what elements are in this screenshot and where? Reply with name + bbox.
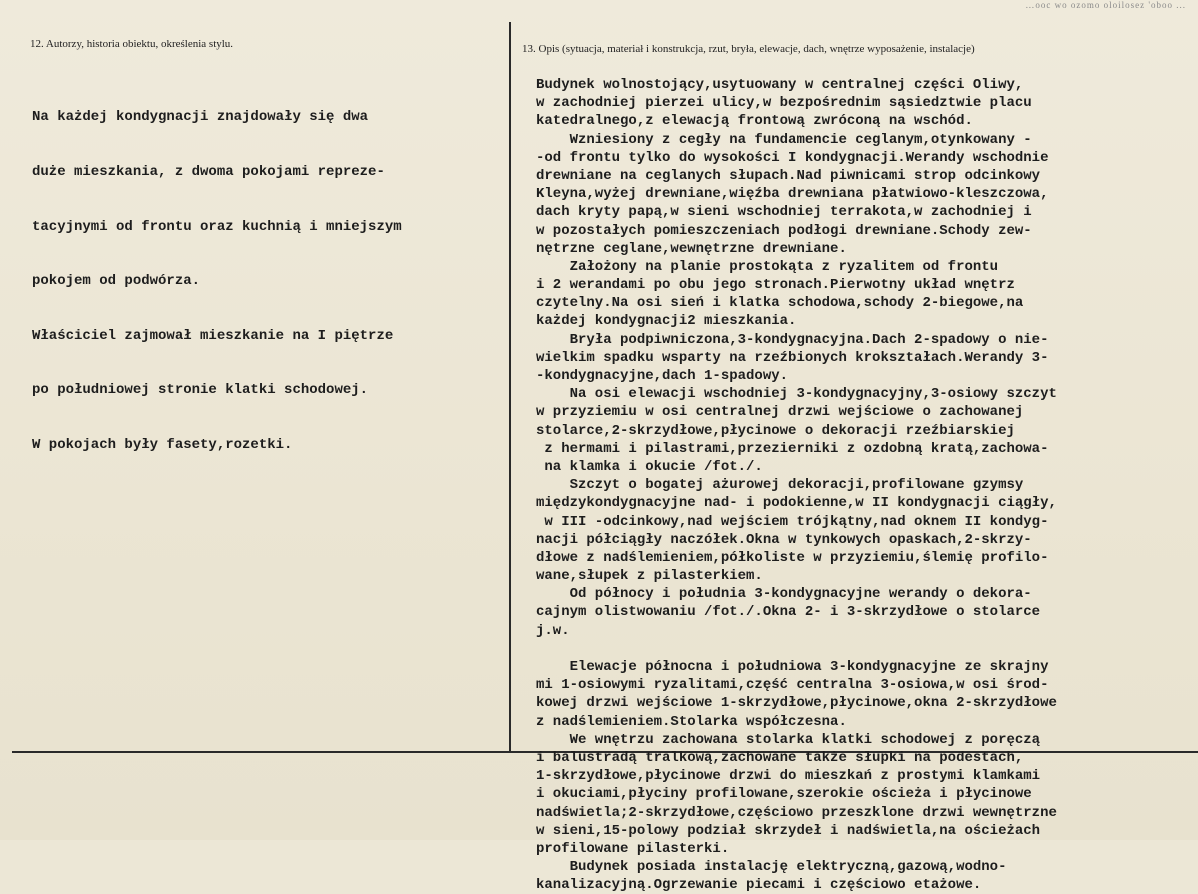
text-line: W pokojach były fasety,rozetki. <box>32 436 293 453</box>
text-line: i 2 werandami po obu jego stronach.Pierwotny układ wnętrz <box>536 277 1015 294</box>
text-line: w przyziemiu w osi centralnej drzwi wejściowe o zachowanej <box>536 404 1024 421</box>
column-divider <box>509 22 511 752</box>
text-line: 1-skrzydłowe,płycinowe drzwi do mieszkań z prostymi klamkami <box>536 768 1041 785</box>
text-line: w pozostałych pomieszczeniach podłogi drewniane.Schody zew- <box>536 222 1032 239</box>
text-line: Kleyna,wyżej drewniane,więźba drewniana płatwiowo-kleszczowa, <box>536 186 1049 203</box>
text-line: i okuciami,płyciny profilowane,szerokie ościeża i płycinowe <box>536 786 1032 803</box>
text-line: We wnętrzu zachowana stolarka klatki schodowej z poręczą <box>536 731 1041 748</box>
text-line: profilowane pilasterki. <box>536 840 730 857</box>
text-line: z hermami i pilastrami,przezierniki z ozdobną kratą,zachowa- <box>536 440 1049 457</box>
text-line: Budynek posiada instalację elektryczną,gazową,wodno- <box>536 859 1007 876</box>
text-line: Budynek wolnostojący,usytuowany w centralnej części Oliwy, <box>536 77 1024 93</box>
text-line: kowej drzwi wejściowe 1-skrzydłowe,płycinowe,okna 2-skrzydłowe <box>536 695 1057 712</box>
text-line: po południowej stronie klatki schodowej. <box>32 382 369 399</box>
text-line: w sieni,15-polowy podział skrzydeł i nadświetla,na ościeżach <box>536 822 1041 839</box>
text-line: dłowe z nadślemieniem,półkoliste w przyziemiu,ślemię profilo- <box>536 549 1049 566</box>
text-line: Założony na planie prostokąta z ryzalitem od frontu <box>536 258 999 275</box>
text-line: dach kryty papą,w sieni wschodniej terrakota,w zachodniej i <box>536 204 1032 221</box>
text-line: pokojem od podwórza. <box>32 273 201 290</box>
text-line: wane,słupek z pilasterkiem. <box>536 568 763 585</box>
section-12-heading: 12. Autorzy, historia obiektu, określenia stylu. <box>30 38 234 50</box>
text-line: czytelny.Na osi sień i klatka schodowa,schody 2-biegowe,na <box>536 295 1024 312</box>
text-line: Wzniesiony z cegły na fundamencie ceglanym,otynkowany - <box>536 131 1032 148</box>
text-line: -kondygnacyjne,dach 1-spadowy. <box>536 368 789 384</box>
text-line: mi 1-osiowymi ryzalitami,część centralna 3-osiowa,w osi środ- <box>536 677 1049 694</box>
text-line: i balustradą tralkową,zachowane także słupki na podestach, <box>536 749 1024 766</box>
text-line: w zachodniej pierzei ulicy,w bezpośrednim sąsiedztwie placu <box>536 95 1032 112</box>
text-line: międzykondygnacyjne nad- i podokienne,w II kondygnacji ciągły, <box>536 495 1057 512</box>
text-line: Na osi elewacji wschodniej 3-kondygnacyjny,3-osiowy szczyt <box>536 386 1057 403</box>
text-line: Od północy i południa 3-kondygnacyjne werandy o dekora- <box>536 586 1032 603</box>
text-line: stolarce,2-skrzydłowe,płycinowe o dekoracji rzeźbiarskiej <box>536 422 1015 439</box>
text-line: kanalizacyjną.Ogrzewanie piecami i częściowo etażowe. <box>536 877 982 894</box>
header-scribble: …ooc wo ozomo oloilosez 'oboo ... <box>1025 0 1186 10</box>
text-line: j.w. <box>536 622 570 639</box>
text-line: w III -odcinkowy,nad wejściem trójkątny,nad oknem II kondyg- <box>536 513 1049 530</box>
text-line: -od frontu tylko do wysokości I kondygnacji.Werandy wschodnie <box>536 149 1049 166</box>
text-line: Bryła podpiwniczona,3-kondygnacyjna.Dach 2-spadowy o nie- <box>536 331 1049 348</box>
text-line: Szczyt o bogatej ażurowej dekoracji,profilowane gzymsy <box>536 477 1024 494</box>
text-line: na klamka i okucie /fot./. <box>536 458 763 475</box>
section-13-text <box>536 76 1057 894</box>
text-line: duże mieszkania, z dwoma pokojami repreze- <box>32 164 385 180</box>
text-line: każdej kondygnacji2 mieszkania. <box>536 313 797 330</box>
text-line: wielkim spadku wsparty na rzeźbionych krokształach.Werandy 3- <box>536 349 1049 366</box>
text-line: tacyjnymi od frontu oraz kuchnią i mniejszym <box>32 218 402 235</box>
section-13-heading: 13. Opis (sytuacja, materiał i konstrukcja, rzut, bryła, elewacje, dach, wnętrze wyposażenie, instalacje) <box>522 43 975 55</box>
text-line: cajnym olistwowaniu /fot./.Okna 2- i 3-skrzydłowe o stolarce <box>536 604 1041 621</box>
text-line: nacji półciągły naczółek.Okna w tynkowych opaskach,2-skrzy- <box>536 531 1032 548</box>
text-line: nętrzne ceglane,wewnętrzne drewniane. <box>536 240 847 257</box>
text-line: z nadślemieniem.Stolarka współczesna. <box>536 713 847 730</box>
text-line: Właściciel zajmował mieszkanie na I piętrze <box>32 327 394 344</box>
text-line <box>536 640 1057 658</box>
text-line: drewniane na ceglanych słupach.Nad piwnicami strop odcinkowy <box>536 167 1041 184</box>
text-line: nadświetla;2-skrzydłowe,częściowo przeszklone drzwi wewnętrzne <box>536 804 1057 821</box>
section-12-text <box>32 72 402 491</box>
text-line: katedralnego,z elewacją frontową zwróconą na wschód. <box>536 113 973 130</box>
text-line: Na każdej kondygnacji znajdowały się dwa <box>32 109 369 126</box>
text-line: Elewacje północna i południowa 3-kondygnacyjne ze skrajny <box>536 659 1049 675</box>
